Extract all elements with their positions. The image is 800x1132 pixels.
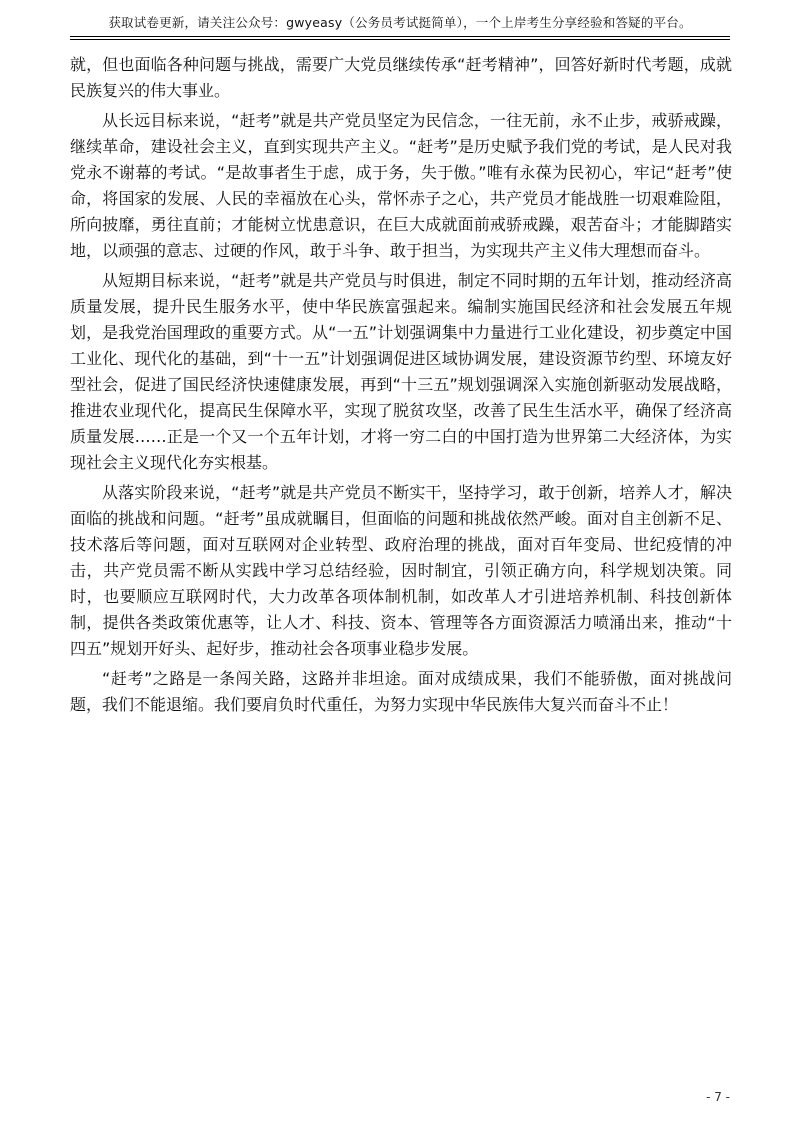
- paragraph-long-term-goal: 从长远目标来说，“赶考”就是共产党员坚定为民信念，一往无前，永不止步，戒骄戒躁，继续革命，建设社会主义，直到实现共产主义。“赶考”是历史赋予我们党的考试，是人民对我党永不谢幕的考试。“是故事者生于虑，成于务，失于傲。”唯有永葆为民初心，牢记“赶考”使命，将国家的发展、人民的幸福放在心头，常怀赤子之心，共产党员才能战胜一切艰难险阻，所向披靡，勇往直前；才能树立忧患意识，在巨大成就面前戒骄戒躁，艰苦奋斗；才能脚踏实地，以顽强的意志、过硬的作风，敢于斗争、敢于担当，为实现共产主义伟大理想而奋斗。: [70, 111, 732, 260]
- paragraph-continuation: 就，但也面临各种问题与挑战，需要广大党员继续传承“赶考精神”，回答好新时代考题，成就民族复兴的伟大事业。: [70, 55, 732, 100]
- header-divider: [70, 36, 730, 37]
- header-notice: 获取试卷更新，请关注公众号：gwyeasy（公务员考试挺简单），一个上岸考生分享经验和答疑的平台。: [108, 15, 692, 30]
- paragraph-implementation-stage: 从落实阶段来说，“赶考”就是共产党员不断实干，坚持学习，敢于创新，培养人才，解决面临的挑战和问题。“赶考”虽成就瞩目，但面临的问题和挑战依然严峻。面对自主创新不足、技术落后等问题，面对互联网对企业转型、政府治理的挑战，面对百年变局、世纪疫情的冲击，共产党员需不断从实践中学习总结经验，因时制宜，引领正确方向，科学规划决策。同时，也要顺应互联网时代，大力改革各项体制机制，如改革人才引进培养机制、科技创新体制，提供各类政策优惠等，让人才、科技、资本、管理等各方面资源活力喷涌出来，推动“十四五”规划开好头、起好步，推动社会各项事业稳步发展。: [70, 483, 732, 658]
- document-body: [70, 52, 732, 722]
- header-divider-secondary: [70, 39, 730, 40]
- paragraph-short-term-goal: 从短期目标来说，“赶考”就是共产党员与时俱进，制定不同时期的五年计划，推动经济高质量发展，提升民生服务水平，使中华民族富强起来。编制实施国民经济和社会发展五年规划，是我党治国理政的重要方式。从“一五”计划强调集中力量进行工业化建设，初步奠定中国工业化、现代化的基础，到“十一五”计划强调促进区域协调发展，建设资源节约型、环境友好型社会，促进了国民经济快速健康发展，再到“十三五”规划强调深入实施创新驱动发展战略，推进农业现代化，提高民生保障水平，实现了脱贫攻坚，改善了民生生活水平，确保了经济高质量发展……正是一个又一个五年计划，才将一穷二白的中国打造为世界第二大经济体，为实现社会主义现代化夯实根基。: [70, 271, 732, 472]
- paragraph-conclusion: “赶考”之路是一条闯关路，这路并非坦途。面对成绩成果，我们不能骄傲，面对挑战问题，我们不能退缩。我们要肩负时代重任，为努力实现中华民族伟大复兴而奋斗不止！: [70, 669, 732, 714]
- page-number: - 7 -: [706, 1090, 730, 1104]
